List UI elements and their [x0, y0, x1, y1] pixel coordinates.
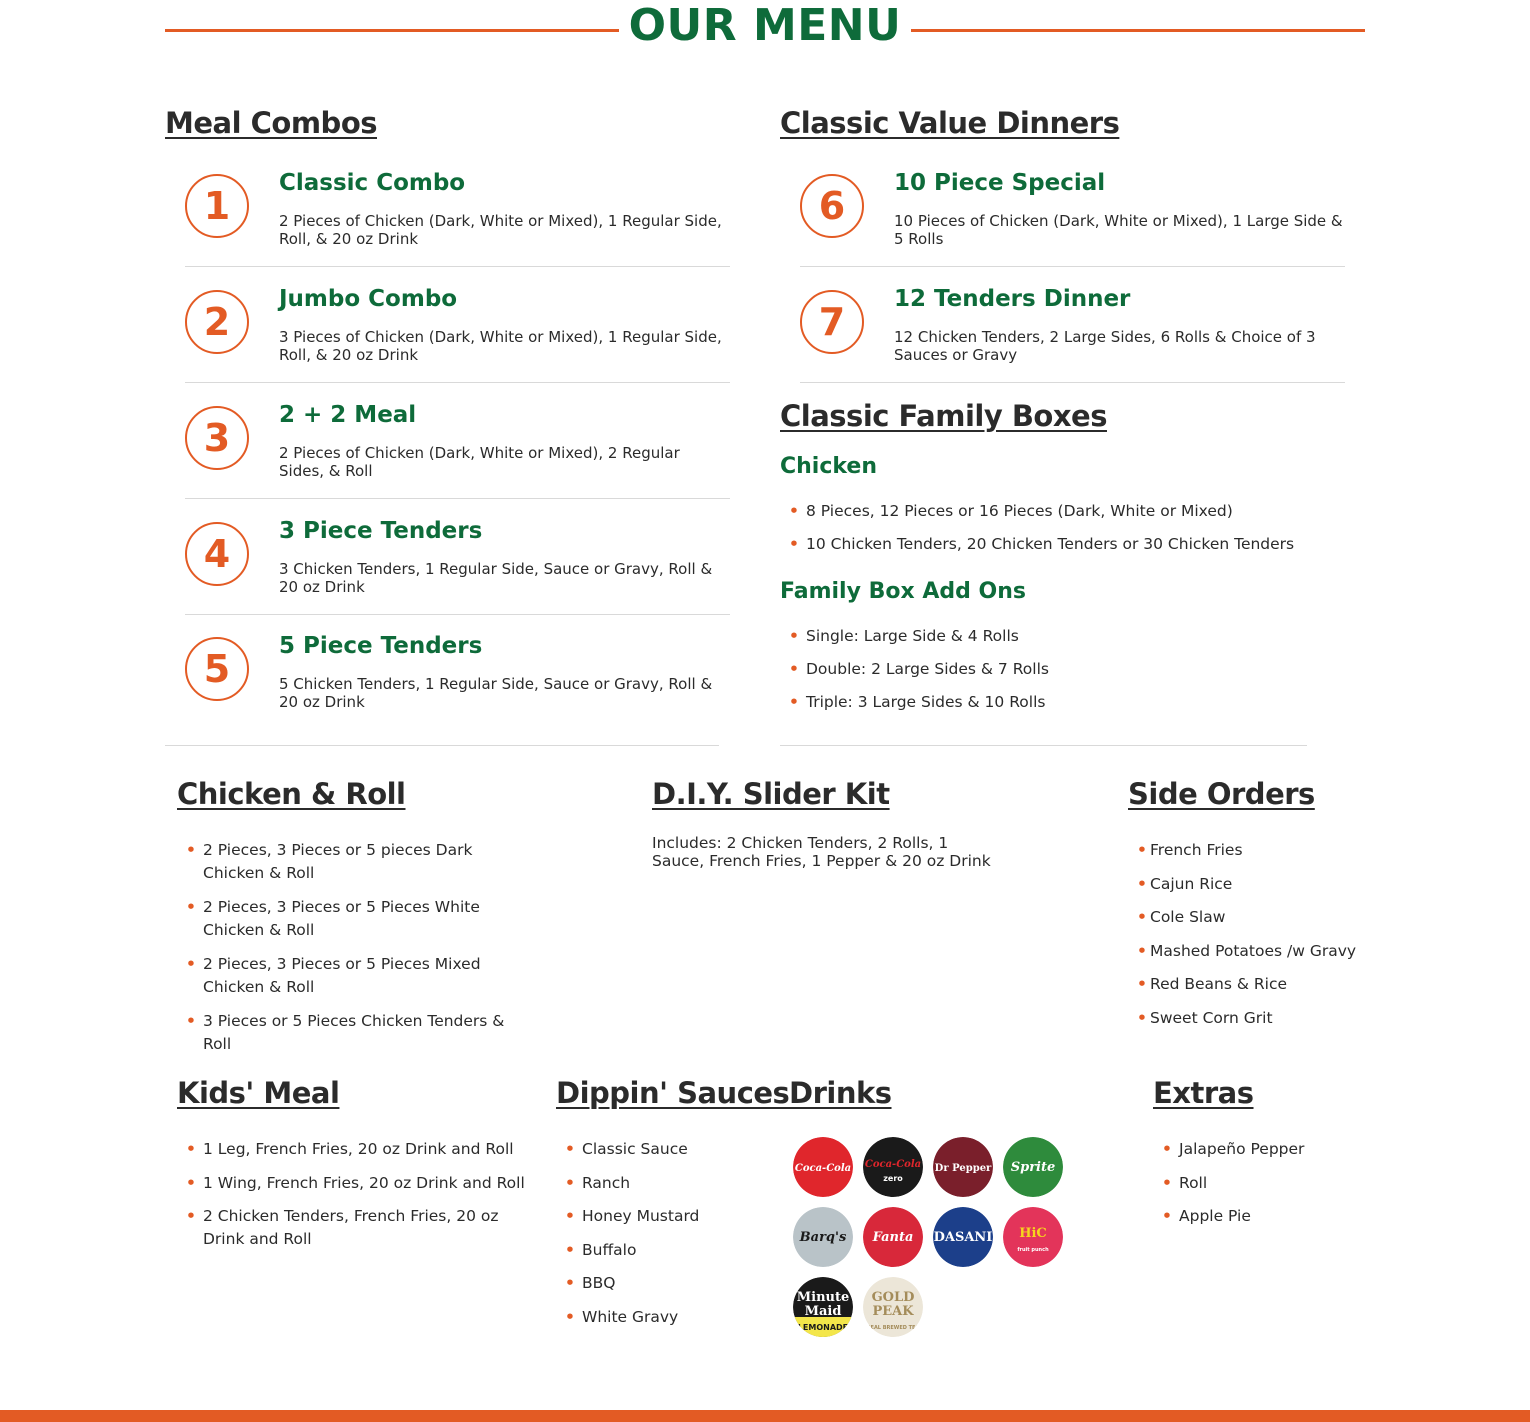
list-item: • Classic Sauce — [556, 1138, 776, 1161]
combo-item — [185, 402, 730, 518]
sauces-heading: Dippin' Sauces — [556, 1076, 790, 1110]
hi-c-logo-icon — [1003, 1207, 1063, 1267]
value-dinners-heading: Classic Value Dinners — [780, 106, 1120, 140]
dinner-item — [800, 170, 1345, 286]
menu-title-bar — [165, 0, 1365, 60]
svg-text:Coca-Cola: Coca-Cola — [794, 1163, 852, 1174]
divider — [185, 382, 730, 383]
combo-number-badge: 4 — [185, 522, 249, 586]
divider — [800, 266, 1345, 267]
list-item: • 1 Wing, French Fries, 20 oz Drink and Roll — [177, 1172, 532, 1195]
slider-kit-heading: D.I.Y. Slider Kit — [652, 777, 890, 811]
combo-description: 3 Pieces of Chicken (Dark, White or Mixed), 1 Regular Side, Roll, & 20 oz Drink — [279, 328, 722, 364]
fanta-logo-icon — [863, 1207, 923, 1267]
divider — [185, 266, 730, 267]
list-item: • Red Beans & Rice — [1128, 973, 1488, 996]
coca-cola-zero-logo-icon — [863, 1137, 923, 1197]
combo-number-badge: 3 — [185, 406, 249, 470]
combo-description: 3 Chicken Tenders, 1 Regular Side, Sauce or Gravy, Roll & 20 oz Drink — [279, 560, 713, 596]
gold-peak-logo-icon — [863, 1277, 923, 1337]
svg-text:zero: zero — [883, 1174, 903, 1183]
svg-text:Dr Pepper: Dr Pepper — [934, 1163, 992, 1174]
family-addons-subheading: Family Box Add Ons — [780, 579, 1026, 604]
svg-text:LEMONADE: LEMONADE — [797, 1323, 849, 1332]
svg-text:Fanta: Fanta — [872, 1230, 914, 1245]
list-item: • French Fries — [1128, 839, 1488, 862]
combo-item — [185, 633, 730, 749]
combo-name: Jumbo Combo — [279, 286, 458, 312]
list-item: • Apple Pie — [1153, 1205, 1453, 1228]
svg-text:REAL BREWED TEA: REAL BREWED TEA — [866, 1325, 920, 1331]
family-chicken-list — [780, 500, 1340, 556]
list-item: • 8 Pieces, 12 Pieces or 16 Pieces (Dark, White or Mixed) — [780, 500, 1340, 523]
list-item: • Honey Mustard — [556, 1205, 776, 1228]
combo-number-badge: 2 — [185, 290, 249, 354]
chicken-roll-heading: Chicken & Roll — [177, 777, 406, 811]
svg-text:Coca-Cola: Coca-Cola — [864, 1159, 922, 1170]
list-item: • Cole Slaw — [1128, 906, 1488, 929]
list-item: • Roll — [1153, 1172, 1453, 1195]
dinner-name: 10 Piece Special — [894, 170, 1106, 196]
combo-number-badge: 1 — [185, 174, 249, 238]
combo-number-badge: 5 — [185, 637, 249, 701]
sprite-logo-icon — [1003, 1137, 1063, 1197]
dasani-logo-icon — [933, 1207, 993, 1267]
svg-text:fruit punch: fruit punch — [1017, 1247, 1049, 1253]
slider-kit-description: Includes: 2 Chicken Tenders, 2 Rolls, 1 Sauce, French Fries, 1 Pepper & 20 oz Drink — [652, 834, 991, 870]
extras-heading: Extras — [1153, 1076, 1254, 1110]
svg-text:Sprite: Sprite — [1010, 1160, 1056, 1175]
family-boxes-heading: Classic Family Boxes — [780, 399, 1107, 433]
dinner-name: 12 Tenders Dinner — [894, 286, 1131, 312]
list-item: • Mashed Potatoes /w Gravy — [1128, 940, 1488, 963]
combo-item — [185, 518, 730, 634]
svg-text:Maid: Maid — [804, 1304, 842, 1319]
list-item: • 2 Pieces, 3 Pieces or 5 pieces Dark Chicken & Roll — [177, 839, 532, 885]
svg-text:Barq's: Barq's — [799, 1230, 847, 1245]
combo-description: 2 Pieces of Chicken (Dark, White or Mixed), 2 Regular Sides, & Roll — [279, 444, 680, 480]
svg-text:PEAK: PEAK — [872, 1304, 914, 1319]
combo-name: Classic Combo — [279, 170, 466, 196]
combo-item — [185, 170, 730, 286]
combo-description: 2 Pieces of Chicken (Dark, White or Mixed), 1 Regular Side, Roll, & 20 oz Drink — [279, 212, 722, 248]
list-item: • Ranch — [556, 1172, 776, 1195]
divider — [800, 382, 1345, 383]
svg-text:GOLD: GOLD — [871, 1290, 915, 1305]
combo-item — [185, 286, 730, 402]
extras-list — [1153, 1138, 1453, 1228]
coca-cola-logo-icon — [793, 1137, 853, 1197]
list-item: • 2 Pieces, 3 Pieces or 5 Pieces Mixed Chicken & Roll — [177, 953, 532, 999]
family-addons-list — [780, 625, 1340, 714]
svg-text:DASANI: DASANI — [933, 1230, 993, 1245]
list-item: • Jalapeño Pepper — [1153, 1138, 1453, 1161]
sauces-list — [556, 1138, 776, 1329]
list-item: • Buffalo — [556, 1239, 776, 1262]
combo-description: 5 Chicken Tenders, 1 Regular Side, Sauce or Gravy, Roll & 20 oz Drink — [279, 675, 713, 711]
divider — [185, 498, 730, 499]
kids-meal-heading: Kids' Meal — [177, 1076, 340, 1110]
minute-maid-logo-icon — [793, 1277, 853, 1337]
list-item: • 2 Pieces, 3 Pieces or 5 Pieces White Chicken & Roll — [177, 896, 532, 942]
divider — [185, 614, 730, 615]
section-divider — [165, 745, 719, 746]
footer-accent-bar — [0, 1410, 1530, 1422]
combo-name: 2 + 2 Meal — [279, 402, 417, 428]
dinner-description: 10 Pieces of Chicken (Dark, White or Mixed), 1 Large Side & 5 Rolls — [894, 212, 1343, 248]
dr-pepper-logo-icon — [933, 1137, 993, 1197]
section-divider — [780, 745, 1307, 746]
page-title: OUR MENU — [165, 0, 1365, 56]
dinner-description: 12 Chicken Tenders, 2 Large Sides, 6 Rolls & Choice of 3 Sauces or Gravy — [894, 328, 1316, 364]
svg-text:HiC: HiC — [1019, 1226, 1047, 1241]
list-item: • Triple: 3 Large Sides & 10 Rolls — [780, 691, 1340, 714]
dinner-number-badge: 7 — [800, 290, 864, 354]
combo-name: 5 Piece Tenders — [279, 633, 483, 659]
list-item: • 3 Pieces or 5 Pieces Chicken Tenders & Roll — [177, 1010, 532, 1056]
list-item: • Sweet Corn Grit — [1128, 1007, 1488, 1030]
side-orders-list — [1128, 839, 1488, 1030]
list-item: • Cajun Rice — [1128, 873, 1488, 896]
side-orders-heading: Side Orders — [1128, 777, 1315, 811]
list-item: • Single: Large Side & 4 Rolls — [780, 625, 1340, 648]
kids-meal-list — [177, 1138, 532, 1251]
family-chicken-subheading: Chicken — [780, 454, 878, 479]
meal-combos-heading: Meal Combos — [165, 106, 377, 140]
chicken-roll-list — [177, 839, 532, 1056]
drinks-logo-grid — [793, 1137, 1073, 1347]
list-item: • 10 Chicken Tenders, 20 Chicken Tenders or 30 Chicken Tenders — [780, 533, 1340, 556]
list-item: • BBQ — [556, 1272, 776, 1295]
list-item: • 2 Chicken Tenders, French Fries, 20 oz Drink and Roll — [177, 1205, 532, 1251]
dinner-item — [800, 286, 1345, 402]
barqs-logo-icon — [793, 1207, 853, 1267]
list-item: • 1 Leg, French Fries, 20 oz Drink and Roll — [177, 1138, 532, 1161]
list-item: • White Gravy — [556, 1306, 776, 1329]
dinner-number-badge: 6 — [800, 174, 864, 238]
drinks-heading: Drinks — [789, 1076, 892, 1110]
list-item: • Double: 2 Large Sides & 7 Rolls — [780, 658, 1340, 681]
combo-name: 3 Piece Tenders — [279, 518, 483, 544]
svg-text:Minute: Minute — [796, 1290, 850, 1305]
